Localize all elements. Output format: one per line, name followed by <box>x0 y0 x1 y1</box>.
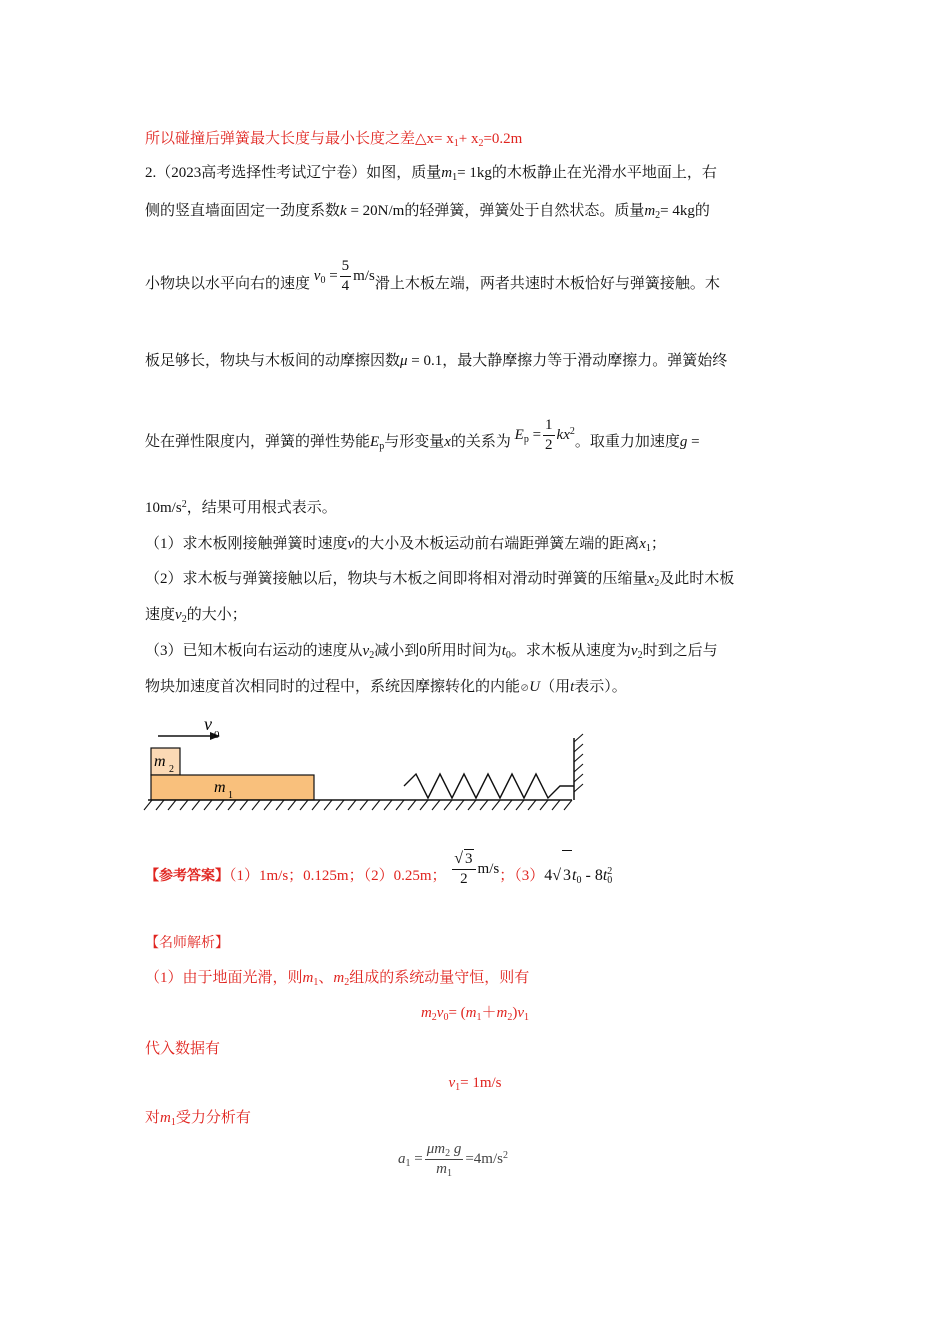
question-line-5: 处在弹性限度内，弹簧的弹性势能$E_p$与形变量x的关系为 $E_p$ = $\frac{1}{2}$ $kx^2$。取重力加速度g = <box>145 414 815 471</box>
part-2-line-2: 速度$v_2$的大小； <box>145 607 247 625</box>
v0-label-sub: 0 <box>214 729 220 741</box>
wall-hatch-mark <box>574 744 583 752</box>
part-1: （1）求木板刚接触弹簧时速度v的大小及木板运动前右端距弹簧左端的距离$x_1$； <box>145 536 666 554</box>
ground-hatch-mark <box>564 800 572 810</box>
question-line-2: 侧的竖直墙面固定一劲度系数k = 20N/m的轻弹簧，弹簧处于自然状态。质量$m_2= 4kg$的 <box>145 203 710 221</box>
ground-hatch-mark <box>360 800 368 810</box>
ground-hatch-mark <box>228 800 236 810</box>
wall-hatch-mark <box>574 754 583 762</box>
ground-hatch-mark <box>504 800 512 810</box>
question-line-1: 2.（2023高考选择性考试辽宁卷）如图，质量$m_1= 1kg$的木板静止在光滑水平地面上，右 <box>145 165 717 183</box>
answer-3-formula: 4√ $3t_0 - 8t$ 2 0 <box>544 867 612 884</box>
question-line-4: 板足够长，物块与木板间的动摩擦因数μ = 0.1，最大静摩擦力等于滑动摩擦力。弹簧始终 <box>145 353 728 369</box>
ground-hatch-mark <box>300 800 308 810</box>
ground-hatch-mark <box>240 800 248 810</box>
spring <box>404 774 574 798</box>
ground-hatch-mark <box>192 800 200 810</box>
wall-hatch-mark <box>574 774 583 782</box>
ground-hatch-mark <box>444 800 452 810</box>
m1-label-sub: 1 <box>228 790 233 801</box>
question-line-6: $10m/s^2$，结果可用根式表示。 <box>145 499 337 516</box>
ground-hatch-mark <box>468 800 476 810</box>
explanation-line-3: 对$m_1$受力分析有 <box>145 1110 251 1128</box>
v0-label: v <box>204 714 212 734</box>
ground-hatch-mark <box>480 800 488 810</box>
ground-hatch-mark <box>264 800 272 810</box>
ground-hatch-mark <box>276 800 284 810</box>
ground-hatch-mark <box>312 800 320 810</box>
ground-hatch-mark <box>348 800 356 810</box>
part-3-line-2: 物块加速度首次相同时的过程中，系统因摩擦转化的内能⊘U（用t表示）。 <box>145 679 627 695</box>
ground-hatch-mark <box>336 800 344 810</box>
velocity-result: $v_1= 1m/s$ <box>448 1075 502 1093</box>
ground-hatch-mark <box>528 800 536 810</box>
ground-hatch-mark <box>432 800 440 810</box>
physics-figure <box>140 712 600 822</box>
momentum-equation: $m_2v_0= (m_1+m_2)v_1$ <box>420 1005 530 1023</box>
ground-hatch-mark <box>252 800 260 810</box>
ground-hatch-mark <box>324 800 332 810</box>
m2-label: m <box>154 753 166 770</box>
m2-label-sub: 2 <box>169 764 174 775</box>
ground-hatch-mark <box>372 800 380 810</box>
acceleration-equation: $a_1$ = $\frac{\mu m_2 g}{m_1}$ $=4m/s^2$ <box>398 1141 508 1179</box>
ground-hatch-mark <box>384 800 392 810</box>
wall-hatch-mark <box>574 784 583 792</box>
explanation-line-2: 代入数据有 <box>145 1041 221 1057</box>
ground-hatch-mark <box>408 800 416 810</box>
answer-2-formula: $\frac{√ 3}{2}$ m/s <box>454 850 500 888</box>
conclusion-line: 所以碰撞后弹簧最大长度与最小长度之差△x= $x_1+ x_2=0.2m$ <box>145 131 523 149</box>
ground-hatch-mark <box>156 800 164 810</box>
ground-hatch-mark <box>516 800 524 810</box>
question-line-3: 小物块以水平向右的速度 $v_0$ = $\frac{5}{4}$ m/s滑上木板左端，两者共速时木板恰好与弹簧接触。木 <box>145 262 815 307</box>
ground-hatch-mark <box>420 800 428 810</box>
ground-hatch-mark <box>180 800 188 810</box>
explanation-line-1: （1）由于地面光滑，则$m_1$、$m_2$组成的系统动量守恒，则有 <box>145 970 530 988</box>
ground-hatching <box>144 800 572 810</box>
explanation-label: 【名师解析】 <box>145 935 229 951</box>
part-2-line-1: （2）求木板与弹簧接触以后，物块与木板之间即将相对滑动时弹簧的压缩量$x_2$及此时木板 <box>145 571 735 589</box>
m1-label: m <box>214 779 226 796</box>
ground-hatch-mark <box>492 800 500 810</box>
wall-hatch-mark <box>574 764 583 772</box>
ground-hatch-mark <box>216 800 224 810</box>
reference-answer: 【参考答案】（1）1m/s；0.125m；（2）0.25m； $\frac{√ 3}{2}$ m/s；（3）4√ $3t_0 - 8t$ 2 0 <box>145 850 815 902</box>
ground-hatch-mark <box>396 800 404 810</box>
energy-formula: $E_p$ = $\frac{1}{2}$ $kx^2$ <box>514 416 575 453</box>
wall-hatching <box>574 734 583 792</box>
ground-hatch-mark <box>144 800 152 810</box>
v0-formula: $v_0$ = $\frac{5}{4}$ m/s <box>313 257 375 294</box>
ground-hatch-mark <box>540 800 548 810</box>
ground-hatch-mark <box>204 800 212 810</box>
wall-hatch-mark <box>574 734 583 742</box>
ground-hatch-mark <box>288 800 296 810</box>
ground-hatch-mark <box>552 800 560 810</box>
part-3-line-1: （3）已知木板向右运动的速度从$v_2$减小到0所用时间为$t_0$。求木板从速度为$v_2$时到之后与 <box>145 643 718 661</box>
ground-hatch-mark <box>456 800 464 810</box>
ground-hatch-mark <box>168 800 176 810</box>
